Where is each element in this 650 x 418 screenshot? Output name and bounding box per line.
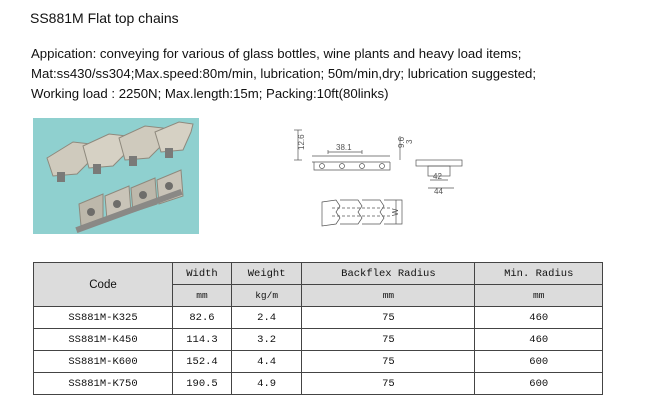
header-width: Width bbox=[173, 263, 232, 285]
cell-width: 82.6 bbox=[173, 307, 232, 329]
cell-min-radius: 460 bbox=[475, 307, 603, 329]
cell-code: SS881M-K750 bbox=[34, 373, 173, 395]
cell-weight: 2.4 bbox=[231, 307, 301, 329]
header-weight: Weight bbox=[231, 263, 301, 285]
dim-pitch-label: 38.1 bbox=[336, 143, 352, 152]
cell-backflex: 75 bbox=[302, 351, 475, 373]
top-view bbox=[322, 200, 402, 226]
unit-backflex: mm bbox=[302, 285, 475, 307]
unit-weight: kg/m bbox=[231, 285, 301, 307]
cell-backflex: 75 bbox=[302, 329, 475, 351]
description-line: Mat:ss430/ss304;Max.speed:80m/min, lubrication; 50m/min,dry; lubrication suggested; bbox=[31, 66, 537, 81]
dim-height-label: 12.6 bbox=[297, 134, 306, 150]
table-row bbox=[34, 373, 603, 395]
side-view bbox=[294, 130, 390, 170]
cell-min-radius: 600 bbox=[475, 351, 603, 373]
unit-width: mm bbox=[173, 285, 232, 307]
cell-backflex: 75 bbox=[302, 373, 475, 395]
end-view bbox=[397, 136, 462, 196]
unit-min-radius: mm bbox=[475, 285, 603, 307]
table-row bbox=[34, 351, 603, 373]
spec-table bbox=[33, 262, 603, 395]
chain-photo bbox=[33, 118, 199, 234]
header-backflex: Backflex Radius bbox=[302, 263, 475, 285]
cell-min-radius: 600 bbox=[475, 373, 603, 395]
dim-42-label: 42 bbox=[433, 172, 442, 181]
description-block bbox=[31, 44, 641, 104]
cell-weight: 3.2 bbox=[231, 329, 301, 351]
cell-backflex: 75 bbox=[302, 307, 475, 329]
page-title: SS881M Flat top chains bbox=[30, 10, 179, 26]
dim-44-label: 44 bbox=[434, 187, 443, 196]
description-line: Working load : 2250N; Max.length:15m; Packing:10ft(80links) bbox=[31, 86, 389, 101]
cell-code: SS881M-K600 bbox=[34, 351, 173, 373]
header-min-radius: Min. Radius bbox=[475, 263, 603, 285]
cell-width: 152.4 bbox=[173, 351, 232, 373]
header-code: Code bbox=[34, 263, 173, 307]
cell-weight: 4.9 bbox=[231, 373, 301, 395]
table-row bbox=[34, 329, 603, 351]
cell-width: 190.5 bbox=[173, 373, 232, 395]
dim-w-label: W bbox=[391, 208, 400, 216]
table-header-row bbox=[34, 263, 603, 285]
cell-weight: 4.4 bbox=[231, 351, 301, 373]
description-line: Appication: conveying for various of glass bottles, wine plants and heavy load items; bbox=[31, 46, 522, 61]
cell-code: SS881M-K450 bbox=[34, 329, 173, 351]
technical-drawing bbox=[292, 124, 477, 249]
table-row bbox=[34, 307, 603, 329]
dim-3-label: 3 bbox=[405, 139, 414, 144]
dim-thickness-label: 9.6 bbox=[397, 136, 406, 148]
cell-width: 114.3 bbox=[173, 329, 232, 351]
cell-min-radius: 460 bbox=[475, 329, 603, 351]
cell-code: SS881M-K325 bbox=[34, 307, 173, 329]
